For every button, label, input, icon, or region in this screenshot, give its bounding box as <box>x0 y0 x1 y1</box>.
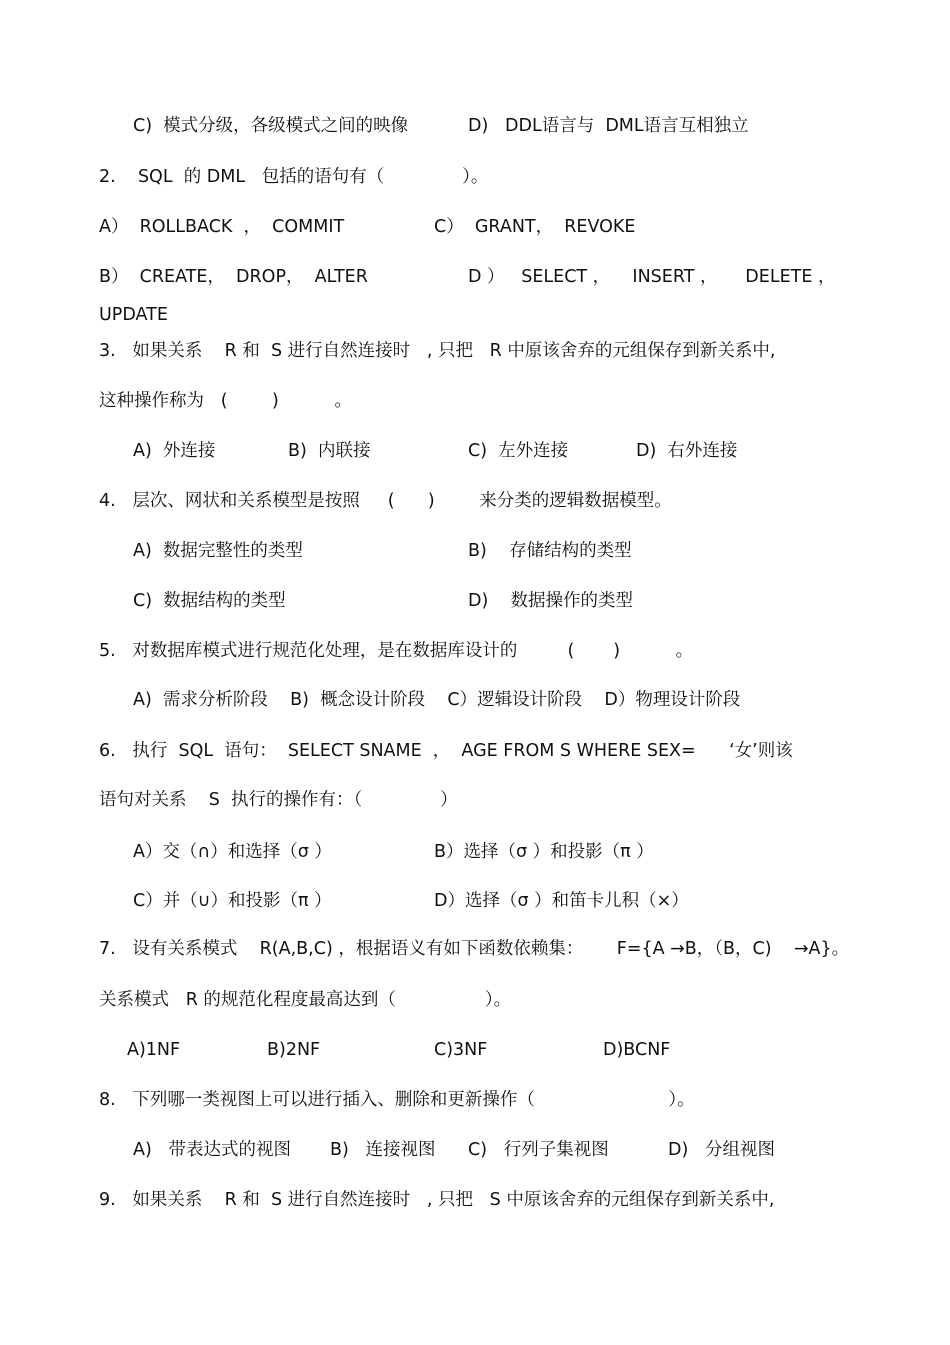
option-a: A) 数据完整性的类型 <box>133 541 303 561</box>
option-d-continued: UPDATE <box>99 305 168 325</box>
option-b: B) 存储结构的类型 <box>468 541 632 561</box>
question-9: 9. 如果关系 R 和 S 进行自然连接时 , 只把 S 中原该舍弃的元组保存到新关系中, <box>99 1190 775 1210</box>
option-c: C) 模式分级，各级模式之间的映像 <box>133 116 409 136</box>
option-d: D)BCNF <box>603 1040 671 1060</box>
option-c: C)3NF <box>434 1040 488 1060</box>
option-d: D) DDL语言与 DML语言互相独立 <box>468 116 749 136</box>
question-4: 4. 层次、网状和关系模型是按照 ( ) 来分类的逻辑数据模型。 <box>99 491 672 511</box>
option-c: C) 数据结构的类型 <box>133 591 286 611</box>
options-row: A) 需求分析阶段 B) 概念设计阶段 C）逻辑设计阶段 D）物理设计阶段 <box>133 690 741 710</box>
question-7-continued: 关系模式 R 的规范化程度最高达到（ ）。 <box>99 990 512 1010</box>
option-d: D) 分组视图 <box>668 1140 775 1160</box>
question-2: 2. SQL 的 DML 包括的语句有（ ）。 <box>99 167 489 187</box>
question-5: 5. 对数据库模式进行规范化处理，是在数据库设计的 ( ) 。 <box>99 641 694 661</box>
option-c: C）并（∪）和投影（π ） <box>133 891 332 911</box>
option-d: D ） SELECT ， INSERT ， DELETE ， <box>468 267 836 287</box>
option-d: D) 右外连接 <box>636 441 738 461</box>
option-b: B) 内联接 <box>288 441 371 461</box>
option-b: B） CREATE， DROP， ALTER <box>99 267 368 287</box>
option-a: A) 带表达式的视图 <box>133 1140 291 1160</box>
option-d: D) 数据操作的类型 <box>468 591 634 611</box>
option-c: C) 左外连接 <box>468 441 569 461</box>
option-a: A）交（∩）和选择（σ ） <box>133 842 332 862</box>
question-3-continued: 这种操作称为 ( ) 。 <box>99 391 352 411</box>
option-c: C） GRANT， REVOKE <box>434 217 636 237</box>
question-7: 7. 设有关系模式 R(A,B,C) ，根据语义有如下函数依赖集： F={A →B，（B，C) →A}。 <box>99 939 850 959</box>
option-b: B)2NF <box>267 1040 321 1060</box>
option-c: C) 行列子集视图 <box>468 1140 609 1160</box>
option-a: A)1NF <box>127 1040 181 1060</box>
question-8: 8. 下列哪一类视图上可以进行插入、删除和更新操作（ ）。 <box>99 1090 695 1110</box>
question-6-continued: 语句对关系 S 执行的操作有：（ ） <box>99 790 458 810</box>
option-a: A） ROLLBACK ， COMMIT <box>99 217 345 237</box>
option-d: D）选择（σ ）和笛卡儿积（×） <box>434 891 689 911</box>
option-b: B) 连接视图 <box>330 1140 436 1160</box>
option-a: A) 外连接 <box>133 441 216 461</box>
question-6: 6. 执行 SQL 语句： SELECT SNAME ， AGE FROM S WHERE SEX= ‘女’则该 <box>99 741 793 761</box>
question-3: 3. 如果关系 R 和 S 进行自然连接时 , 只把 R 中原该舍弃的元组保存到新关系中, <box>99 341 776 361</box>
option-b: B）选择（σ ）和投影（π ） <box>434 842 654 862</box>
